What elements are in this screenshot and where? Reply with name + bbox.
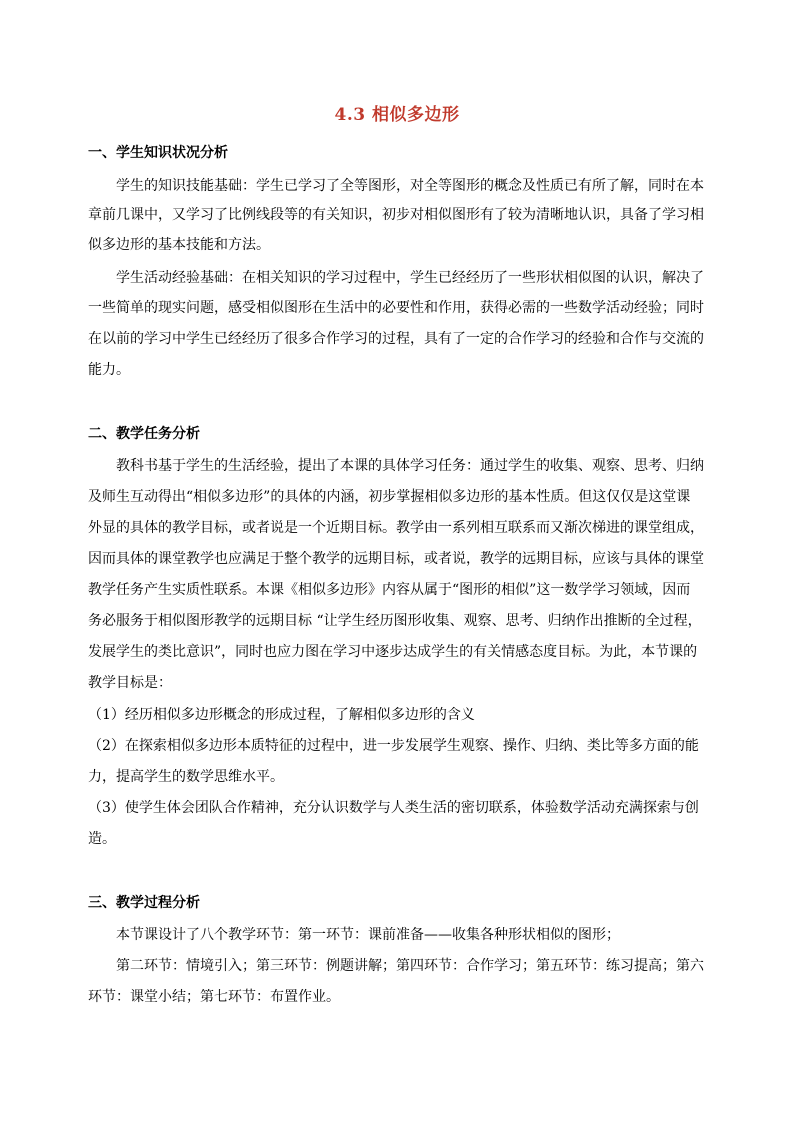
section-heading-2: 二、教学任务分析 bbox=[88, 426, 200, 442]
paragraph-line: 本节课设计了八个教学环节：第一环节：课前准备——收集各种形状相似的图形； bbox=[116, 927, 620, 943]
paragraph-line: 及师生互动得出“相似多边形”的具体的内涵，初步掌握相似多边形的基本性质。但这仅仅是这堂课 bbox=[88, 489, 691, 505]
paragraph-line: 在以前的学习中学生已经经历了很多合作学习的过程，具有了一定的合作学习的经验和合作与交流的 bbox=[88, 331, 704, 347]
objective-item-3: （3）使学生体会团队合作精神，充分认识数学与人类生活的密切联系，体验数学活动充满探索与创 bbox=[88, 800, 699, 816]
objective-item-1: （1）经历相似多边形概念的形成过程，了解相似多边形的含义 bbox=[88, 707, 475, 723]
paragraph-line: 务必服务于相似图形教学的远期目标 “让学生经历图形收集、观察、思考、归纳作出推断的全过程， bbox=[88, 613, 702, 629]
paragraph-line: 教科书基于学生的生活经验，提出了本课的具体学习任务：通过学生的收集、观察、思考、归纳 bbox=[116, 458, 704, 474]
paragraph-line: 教学任务产生实质性联系。本课《相似多边形》内容从属于“图形的相似”这一数学学习领域，因而 bbox=[88, 582, 691, 598]
paragraph-line: 因而具体的课堂教学也应满足于整个教学的远期目标，或者说，教学的远期目标，应该与具体的课堂 bbox=[88, 551, 704, 567]
paragraph-line: 教学目标是： bbox=[88, 675, 172, 691]
paragraph-line: 章前几课中，又学习了比例线段等的有关知识，初步对相似图形有了较为清晰地认识，具备了学习相 bbox=[88, 207, 704, 223]
section-heading-3: 三、教学过程分析 bbox=[88, 895, 200, 911]
objective-item-2: （2）在探索相似多边形本质特征的过程中，进一步发展学生观察、操作、归纳、类比等多方面的能 bbox=[88, 738, 699, 754]
paragraph-line: 力，提高学生的数学思维水平。 bbox=[88, 769, 284, 785]
paragraph-line: 造。 bbox=[88, 831, 116, 847]
paragraph-line: 外显的具体的教学目标，或者说是一个近期目标。教学由一系列相互联系而又渐次梯进的课堂组成， bbox=[88, 520, 704, 536]
paragraph-line: 学生的知识技能基础：学生已学习了全等图形，对全等图形的概念及性质已有所了解，同时在本 bbox=[116, 178, 704, 194]
paragraph-line: 一些简单的现实问题，感受相似图形在生活中的必要性和作用，获得必需的一些数学活动经验；同时 bbox=[88, 300, 704, 316]
paragraph-line: 学生活动经验基础：在相关知识的学习过程中，学生已经经历了一些形状相似图的认识，解决了 bbox=[116, 270, 704, 286]
section-heading-1: 一、学生知识状况分析 bbox=[88, 145, 228, 161]
document-title: 4.3 相似多边形 bbox=[334, 105, 460, 125]
paragraph-line: 能力。 bbox=[88, 362, 130, 378]
paragraph-line: 环节：课堂小结；第七环节：布置作业。 bbox=[88, 989, 340, 1005]
paragraph-line: 发展学生的类比意识”，同时也应力图在学习中逐步达成学生的有关情感态度目标。为此，本节课的 bbox=[88, 644, 698, 660]
paragraph-line: 似多边形的基本技能和方法。 bbox=[88, 237, 270, 253]
paragraph-line: 第二环节：情境引入；第三环节：例题讲解；第四环节：合作学习；第五环节：练习提高；第六 bbox=[116, 958, 704, 974]
